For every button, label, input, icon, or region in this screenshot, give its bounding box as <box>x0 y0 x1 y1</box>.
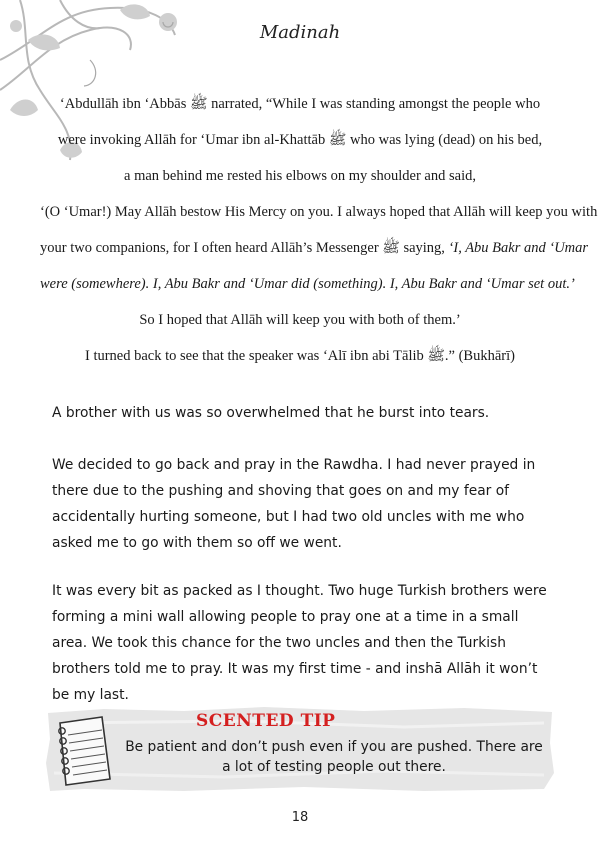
notepad-icon <box>52 713 114 787</box>
quote-line: I turned back to see that the speaker was ‘Alī ibn abi Tālib ﷺ.” (Bukhārī) <box>85 348 515 364</box>
tip-text: Be patient and don’t push even if you are pushed. There are a lot of testing people out there. <box>125 739 543 775</box>
quote-line: a man behind me rested his elbows on my shoulder and said, <box>124 168 476 184</box>
quote-line: So I hoped that Allāh will keep you with both of them.’ <box>139 312 461 328</box>
paragraph: A brother with us was so overwhelmed that he burst into tears. <box>52 405 490 421</box>
paragraph: We decided to go back and pray in the Rawdha. I had never prayed in there due to the pushing and shoving that goes on and my fear of accidentally hurting someone, but I had two old uncles with me who asked me to go with them so off we went. <box>52 457 536 551</box>
running-title: Madinah <box>259 22 341 43</box>
quote-line: ‘(O ‘Umar!) May Allāh bestow His Mercy on you. I always hoped that Allāh will keep you with <box>40 204 598 220</box>
hadith-quote <box>40 92 598 380</box>
quote-line-part: your two companions, for I often heard Allāh’s Messenger ﷺ saying, <box>40 240 449 256</box>
quote-line: were invoking Allāh for ‘Umar ibn al-Khattāb ﷺ who was lying (dead) on his bed, <box>57 132 543 148</box>
page-number: 18 <box>291 810 309 825</box>
quote-line: ‘Abdullāh ibn ‘Abbās ﷺ narrated, “While I was standing amongst the people who <box>59 96 541 112</box>
quote-line-italic: ‘I, Abu Bakr and ‘Umar <box>448 240 589 256</box>
paragraph: It was every bit as packed as I thought. Two huge Turkish brothers were forming a mini wall allowing people to pray one at a time in a small area. We took this chance for the two uncles and then the Turkish brothers told me to pray. It was my first time - and inshā Allāh it won’t be my last. <box>52 583 547 703</box>
quote-line: were (somewhere). I, Abu Bakr and ‘Umar did (something). I, Abu Bakr and ‘Umar set out.’ <box>40 276 575 292</box>
scented-tip-box <box>44 703 556 795</box>
tip-title: SCENTED TIP <box>196 711 336 731</box>
quote-line <box>40 236 589 272</box>
